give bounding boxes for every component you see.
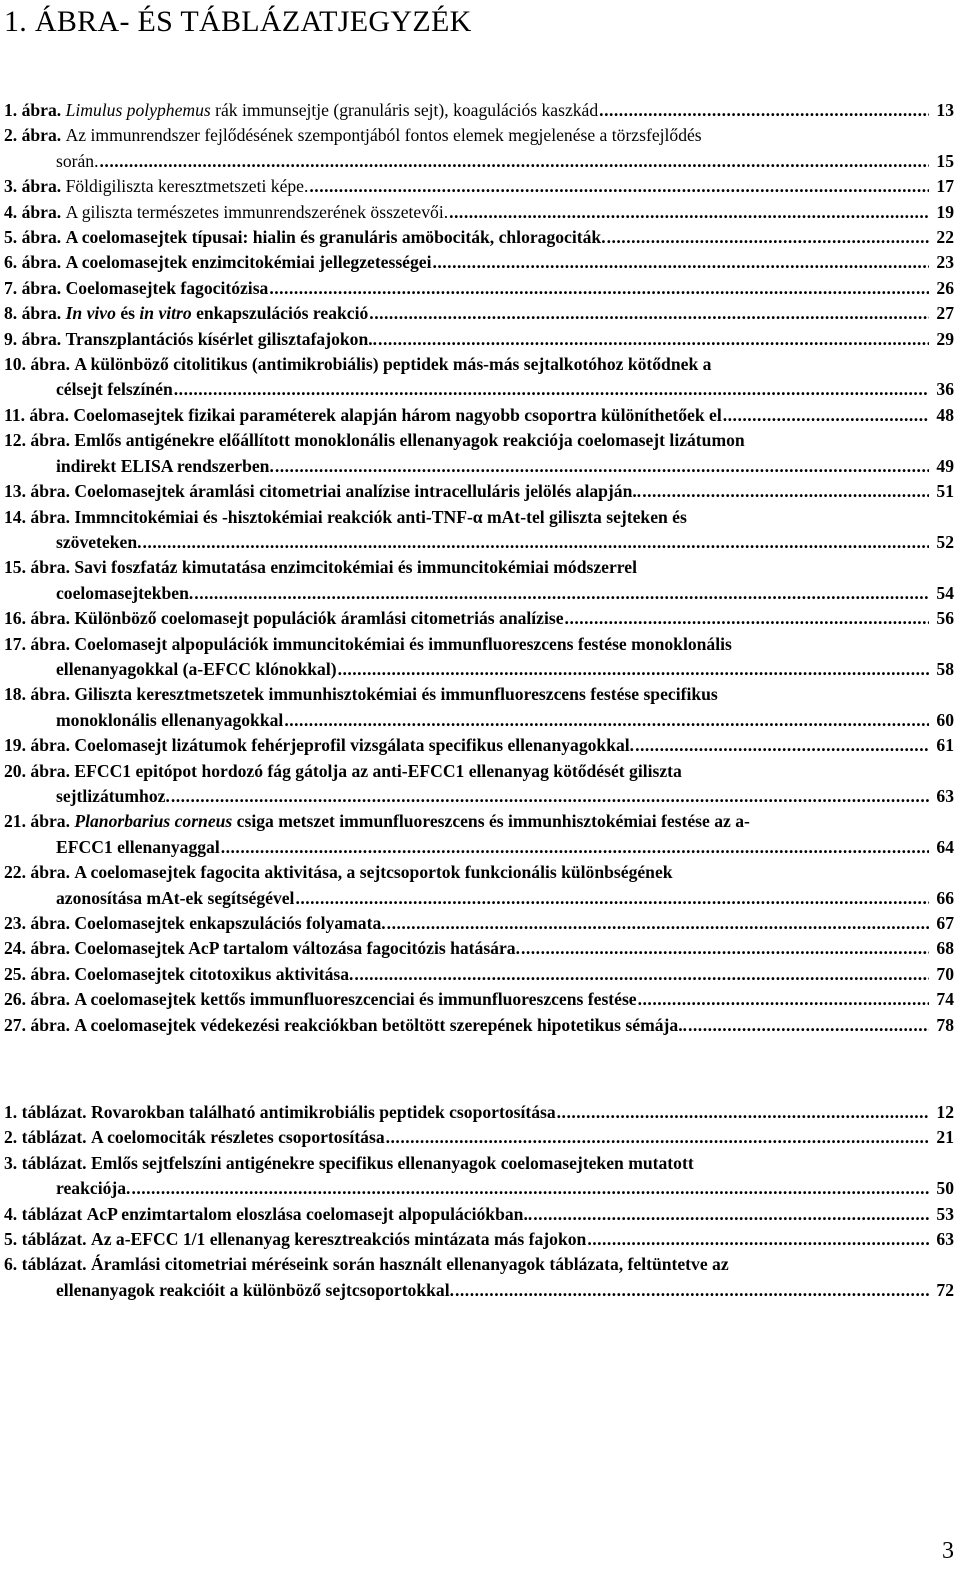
entry-title-part: A különböző citolitikus (antimikrobiális) peptidek más-más sejtalkotóhoz kötődnek a xyxy=(74,354,712,375)
figure-entry[interactable] xyxy=(4,479,954,504)
entry-line-continued xyxy=(4,708,954,733)
entry-line xyxy=(4,632,954,657)
entry-label: 4. ábra. xyxy=(4,201,66,222)
entry-title-part: Planorbarius corneus xyxy=(74,811,233,832)
figure-entry[interactable] xyxy=(4,936,954,961)
table-entry[interactable] xyxy=(4,1227,954,1252)
entry-label: 9. ábra. xyxy=(4,328,66,349)
figure-entry[interactable] xyxy=(4,98,954,123)
entry-title-part: Limulus polyphemus xyxy=(65,100,211,120)
entry-title-continued xyxy=(56,1176,130,1201)
entry-label: 8. ábra. xyxy=(4,303,66,324)
entry-title xyxy=(66,301,369,326)
dot-leader xyxy=(587,1227,929,1252)
figure-entry[interactable] xyxy=(4,250,954,275)
dot-leader xyxy=(369,301,929,326)
entry-title xyxy=(91,1100,556,1125)
entry-title-part: In vivo xyxy=(65,303,116,324)
entry-line xyxy=(4,200,954,225)
entry-title-continued xyxy=(56,784,170,809)
entry-title-part: Áramlási citometriai méréseink során használt ellenanyagok táblázata, feltüntetve az xyxy=(90,1254,729,1275)
entry-label: 26. ábra. xyxy=(4,989,75,1010)
entry-title xyxy=(74,632,731,657)
entry-line xyxy=(4,98,954,123)
entry-page-number: 12 xyxy=(936,1102,954,1122)
figure-entry[interactable] xyxy=(4,225,954,250)
entry-title-part: EFCC1 ellenanyaggal xyxy=(56,836,220,857)
entry-page-number: 70 xyxy=(936,963,954,984)
entry-line xyxy=(4,987,954,1012)
entry-title xyxy=(74,860,672,885)
entry-line xyxy=(4,327,954,352)
entry-line xyxy=(4,250,954,275)
entry-label: 11. ábra. xyxy=(4,404,74,425)
entry-title-part: Coelomasejt lizátumok fehérjeprofil vizsgálata specifikus ellenanyagokkal. xyxy=(74,735,635,756)
entry-page-number: 72 xyxy=(936,1279,954,1300)
entry-title-part: Coelomasejtek citotoxikus aktivitása. xyxy=(74,963,354,984)
entry-title xyxy=(74,936,520,961)
entry-label: 22. ábra. xyxy=(4,862,75,883)
entry-line-continued xyxy=(4,149,954,174)
figure-entry[interactable] xyxy=(4,987,954,1012)
entry-page-number: 64 xyxy=(936,836,954,857)
dot-leader xyxy=(638,987,929,1012)
entry-line xyxy=(4,682,954,707)
entry-title-part: enkapszulációs reakció xyxy=(191,303,369,324)
dot-leader xyxy=(521,936,929,961)
dot-leader xyxy=(284,708,929,733)
entry-title-continued xyxy=(56,530,142,555)
dot-leader xyxy=(269,276,929,301)
entry-title xyxy=(66,327,377,352)
entry-line xyxy=(4,225,954,250)
entry-label: 19. ábra. xyxy=(4,735,75,756)
dot-leader xyxy=(688,1013,929,1038)
figure-entry[interactable] xyxy=(4,1013,954,1038)
entry-page-number: 52 xyxy=(936,531,954,552)
entry-line xyxy=(4,123,954,148)
dot-leader xyxy=(387,911,929,936)
entry-title-part: célsejt felszínén xyxy=(56,379,173,400)
entry-page-number: 17 xyxy=(936,176,954,197)
entry-title-part: A coelomociták részletes csoportosítása xyxy=(90,1127,385,1148)
entry-line xyxy=(4,1202,954,1227)
figure-entry[interactable] xyxy=(4,276,954,301)
entry-title xyxy=(74,555,637,580)
entry-title-part: során. xyxy=(56,150,99,171)
entry-title xyxy=(87,1202,533,1227)
entry-line xyxy=(4,911,954,936)
entry-label: 24. ábra. xyxy=(4,938,75,959)
entry-title-part: Coelomasejtek enkapszulációs folyamata. xyxy=(74,913,386,933)
entry-label: 1. ábra. xyxy=(4,100,66,120)
entry-title-part: Giliszta keresztmetszetek immunhisztokémiai és immunfluoreszcens festése specifikus xyxy=(74,684,718,705)
entry-label: 6. táblázat. xyxy=(4,1254,91,1275)
entry-line xyxy=(4,301,954,326)
entry-label: 2. táblázat. xyxy=(4,1127,91,1148)
entry-label: 10. ábra. xyxy=(4,354,75,375)
entry-label: 12. ábra. xyxy=(4,430,75,451)
dot-leader xyxy=(449,200,929,225)
figure-entry[interactable] xyxy=(4,759,954,810)
entry-title-part: A coelomasejtek fagocita aktivitása, a sejtcsoportok funkcionális különbségének xyxy=(74,862,673,883)
entry-page-number: 48 xyxy=(936,404,954,425)
entry-title-part: A giliszta természetes immunrendszerének összetevői. xyxy=(65,201,449,222)
entry-label: 15. ábra. xyxy=(4,557,75,578)
entry-line xyxy=(4,1252,954,1277)
entry-label: 2. ábra. xyxy=(4,125,66,146)
dot-leader xyxy=(723,403,929,428)
entry-title xyxy=(74,733,634,758)
dot-leader xyxy=(642,479,929,504)
entry-title xyxy=(74,505,686,530)
entry-label: 18. ábra. xyxy=(4,684,75,705)
entry-line xyxy=(4,174,954,199)
entry-title xyxy=(74,352,711,377)
entry-title-part: A coelomasejtek enzimcitokémiai jellegzetességei xyxy=(65,252,432,273)
figure-entry[interactable] xyxy=(4,962,954,987)
table-entry[interactable] xyxy=(4,1202,954,1227)
entry-title-part: monoklonális ellenanyagokkal xyxy=(56,709,284,730)
entry-line-continued xyxy=(4,530,954,555)
entry-label: 25. ábra. xyxy=(4,963,75,984)
entry-line xyxy=(4,1125,954,1150)
entry-title-part: A coelomasejtek típusai: hialin és granuláris amöbociták, chloragociták. xyxy=(65,227,606,248)
entry-label: 17. ábra. xyxy=(4,633,75,654)
entry-line-continued xyxy=(4,454,954,479)
dot-leader xyxy=(565,606,929,631)
entry-title-part: Emlős sejtfelszíni antigénekre specifikus ellenanyagok coelomasejteken mutatott xyxy=(90,1152,694,1173)
entry-title xyxy=(74,479,641,504)
entry-label: 6. ábra. xyxy=(4,252,66,273)
entry-title-part: in vitro xyxy=(139,303,192,324)
entry-title-part: sejtlizátumhoz. xyxy=(56,785,170,806)
entry-line xyxy=(4,505,954,530)
entry-title-continued xyxy=(56,581,193,606)
entry-line xyxy=(4,1100,954,1125)
dot-leader xyxy=(354,962,929,987)
figure-entry[interactable] xyxy=(4,632,954,683)
entry-title-continued xyxy=(56,657,337,682)
entry-page-number: 63 xyxy=(936,1229,954,1250)
entry-title-part: A coelomasejtek védekezési reakciókban betöltött szerepének hipotetikus sémája.. xyxy=(74,1014,687,1035)
dot-leader xyxy=(194,581,929,606)
entry-title xyxy=(74,987,636,1012)
figure-entry[interactable] xyxy=(4,327,954,352)
entry-title xyxy=(74,682,717,707)
entry-page-number: 15 xyxy=(936,150,954,171)
entry-title xyxy=(74,759,681,784)
dot-leader xyxy=(607,225,929,250)
entry-line xyxy=(4,809,954,834)
entry-title-part: Emlős antigénekre előállított monoklonális ellenanyagok reakciója coelomasejt lizátumon xyxy=(74,430,745,451)
page-title: 1. ÁBRA- ÉS TÁBLÁZATJEGYZÉK xyxy=(4,5,472,38)
entry-page-number: 67 xyxy=(936,913,954,933)
entry-title-part: Földigiliszta keresztmetszeti képe. xyxy=(65,176,309,197)
table-entry[interactable] xyxy=(4,1252,954,1303)
entry-title-continued xyxy=(56,708,283,733)
entry-label: 14. ábra. xyxy=(4,506,75,527)
entry-page-number: 13 xyxy=(936,100,954,120)
figure-entry[interactable] xyxy=(4,174,954,199)
figure-entry[interactable] xyxy=(4,505,954,556)
dot-leader xyxy=(386,1125,929,1150)
table-list xyxy=(4,1100,954,1303)
entry-page-number: 56 xyxy=(936,608,954,629)
entry-title-part: Coelomasejtek fizikai paraméterek alapján három nagyobb csoportra különíthetőek el xyxy=(73,404,722,425)
entry-page-number: 54 xyxy=(936,582,954,603)
entry-page-number: 21 xyxy=(936,1127,954,1148)
entry-line xyxy=(4,962,954,987)
entry-label: 4. táblázat xyxy=(4,1203,87,1224)
figure-entry[interactable] xyxy=(4,352,954,403)
entry-page-number: 68 xyxy=(936,938,954,959)
entry-title xyxy=(74,962,353,987)
entry-title-part: Savi foszfatáz kimutatása enzimcitokémiai és immuncitokémiai módszerrel xyxy=(74,557,637,578)
entry-label: 3. ábra. xyxy=(4,176,66,197)
entry-line xyxy=(4,759,954,784)
entry-page-number: 63 xyxy=(936,785,954,806)
entry-line xyxy=(4,1013,954,1038)
entry-page-number: 29 xyxy=(936,328,954,349)
entry-line xyxy=(4,733,954,758)
dot-leader xyxy=(221,835,929,860)
entry-title-continued xyxy=(56,835,220,860)
entry-page-number: 26 xyxy=(936,277,954,298)
entry-line-continued xyxy=(4,886,954,911)
entry-page-number: 66 xyxy=(936,887,954,908)
entry-page-number: 23 xyxy=(936,252,954,273)
entry-title xyxy=(66,200,449,225)
dot-leader xyxy=(635,733,929,758)
figure-entry[interactable] xyxy=(4,403,954,428)
entry-page-number: 49 xyxy=(936,455,954,476)
entry-title-part: azonosítása mAt-ek segítségével xyxy=(56,887,295,908)
entry-page-number: 60 xyxy=(936,709,954,730)
table-entry[interactable] xyxy=(4,1100,954,1125)
entry-page-number: 19 xyxy=(936,201,954,222)
entry-title-part: Coelomasejtek fagocitózisa xyxy=(65,277,269,298)
dot-leader xyxy=(455,1278,929,1303)
entry-line xyxy=(4,1227,954,1252)
entry-title xyxy=(74,911,385,936)
entry-line xyxy=(4,860,954,885)
entry-page-number: 61 xyxy=(936,735,954,756)
entry-page-number: 51 xyxy=(936,481,954,502)
entry-line xyxy=(4,479,954,504)
entry-label: 5. táblázat. xyxy=(4,1229,91,1250)
dot-leader xyxy=(100,149,929,174)
entry-line-continued xyxy=(4,784,954,809)
entry-line-continued xyxy=(4,835,954,860)
entry-title-part: Különböző coelomasejt populációk áramlási citometriás analízise xyxy=(74,608,564,629)
entry-label: 21. ábra. xyxy=(4,811,75,832)
dot-leader xyxy=(309,174,929,199)
entry-title-part: és xyxy=(115,303,140,324)
entry-page-number: 74 xyxy=(936,989,954,1010)
figure-entry[interactable] xyxy=(4,911,954,936)
entry-label: 5. ábra. xyxy=(4,227,66,248)
entry-title xyxy=(66,225,606,250)
figure-entry[interactable] xyxy=(4,555,954,606)
dot-leader xyxy=(378,327,929,352)
dot-leader xyxy=(557,1100,929,1125)
entry-line-continued xyxy=(4,377,954,402)
entry-label: 27. ábra. xyxy=(4,1014,75,1035)
entry-title-part: A coelomasejtek kettős immunfluoreszcenciai és immunfluoreszcens festése xyxy=(74,989,637,1010)
entry-title xyxy=(91,1125,385,1150)
entry-line-continued xyxy=(4,581,954,606)
entry-label: 13. ábra. xyxy=(4,481,75,502)
entry-line xyxy=(4,403,954,428)
entry-title-part: Az a-EFCC 1/1 ellenanyag keresztreakciós mintázata más fajokon xyxy=(90,1229,587,1250)
entry-title xyxy=(74,428,744,453)
entry-title xyxy=(91,1252,729,1277)
figure-entry[interactable] xyxy=(4,809,954,860)
table-entry[interactable] xyxy=(4,1151,954,1202)
entry-title xyxy=(74,606,563,631)
entry-title-part: rák immunsejtje (granuláris sejt), koagulációs kaszkád xyxy=(210,100,599,120)
entry-label: 7. ábra. xyxy=(4,277,66,298)
figure-entry[interactable] xyxy=(4,301,954,326)
entry-title-part: ellenanyagokkal (a-EFCC klónokkal) xyxy=(56,658,337,679)
entry-title xyxy=(91,1227,586,1252)
dot-leader xyxy=(338,657,929,682)
entry-label: 3. táblázat. xyxy=(4,1152,91,1173)
entry-title xyxy=(66,276,269,301)
figure-entry[interactable] xyxy=(4,860,954,911)
dot-leader xyxy=(131,1176,929,1201)
entry-title-part: coelomasejtekben. xyxy=(56,582,194,603)
entry-title xyxy=(73,403,721,428)
figure-entry[interactable] xyxy=(4,428,954,479)
entry-title-part: Rovarokban található antimikrobiális peptidek csoportosítása xyxy=(90,1102,556,1122)
entry-title-part: Az immunrendszer fejlődésének szempontjából fontos elemek megjelenése a törzsfejlődés xyxy=(65,125,702,146)
entry-title-continued xyxy=(56,886,294,911)
entry-title-part: Coelomasejt alpopulációk immuncitokémiai és immunfluoreszcens festése monoklonális xyxy=(74,633,732,654)
entry-title-part: csiga metszet immunfluoreszcens és immunhisztokémiai festése az a- xyxy=(232,811,750,832)
entry-line-continued xyxy=(4,1278,954,1303)
figure-entry[interactable] xyxy=(4,606,954,631)
dot-leader xyxy=(174,377,929,402)
entry-page-number: 27 xyxy=(936,303,954,324)
entry-title-part: AcP enzimtartalom eloszlása coelomasejt alpopulációkban.. xyxy=(86,1203,533,1224)
entry-title-continued xyxy=(56,454,274,479)
entry-page-number: 50 xyxy=(936,1178,954,1199)
entry-page-number: 78 xyxy=(936,1014,954,1035)
entry-page-number: 53 xyxy=(936,1203,954,1224)
entry-line-continued xyxy=(4,657,954,682)
entry-title-continued xyxy=(56,377,173,402)
figure-list xyxy=(4,98,954,1038)
entry-title-part: ellenanyagok reakcióit a különböző sejtcsoportokkal. xyxy=(56,1279,454,1300)
entry-line xyxy=(4,428,954,453)
entry-label: 16. ábra. xyxy=(4,608,75,629)
dot-leader xyxy=(533,1202,929,1227)
dot-leader xyxy=(171,784,929,809)
entry-title xyxy=(74,809,750,834)
entry-line xyxy=(4,1151,954,1176)
entry-title-part: indirekt ELISA rendszerben. xyxy=(56,455,274,476)
entry-title-part: szöveteken. xyxy=(56,531,142,552)
entry-title-part: Coelomasejtek AcP tartalom változása fagocitózis hatására. xyxy=(74,938,520,959)
figure-entry[interactable] xyxy=(4,682,954,733)
entry-page-number: 58 xyxy=(936,658,954,679)
entry-page-number: 36 xyxy=(936,379,954,400)
table-entry[interactable] xyxy=(4,1125,954,1150)
entry-title xyxy=(66,174,309,199)
entry-title-part: reakciója. xyxy=(56,1178,131,1199)
entry-title-continued xyxy=(56,149,99,174)
entry-title-part: Immncitokémiai és -hisztokémiai reakciók anti-TNF-α mAt-tel giliszta sejteken és xyxy=(74,506,687,527)
dot-leader xyxy=(432,250,929,275)
entry-line xyxy=(4,352,954,377)
figure-entry[interactable] xyxy=(4,200,954,225)
entry-title xyxy=(66,98,599,123)
entry-label: 23. ábra. xyxy=(4,913,75,933)
dot-leader xyxy=(295,886,929,911)
dot-leader xyxy=(275,454,929,479)
entry-title-continued xyxy=(56,1278,454,1303)
page-number: 3 xyxy=(942,1538,954,1564)
entry-label: 20. ábra. xyxy=(4,760,75,781)
entry-title-part: Transzplantációs kísérlet gilisztafajokon.. xyxy=(65,328,378,349)
entry-title xyxy=(66,123,702,148)
entry-title xyxy=(74,1013,687,1038)
dot-leader xyxy=(599,98,929,123)
entry-line xyxy=(4,276,954,301)
entry-line xyxy=(4,555,954,580)
dot-leader xyxy=(143,530,929,555)
entry-title xyxy=(66,250,432,275)
entry-line xyxy=(4,606,954,631)
entry-title-part: EFCC1 epitópot hordozó fág gátolja az anti-EFCC1 ellenanyag kötődését giliszta xyxy=(74,760,682,781)
entry-line-continued xyxy=(4,1176,954,1201)
entry-title xyxy=(91,1151,694,1176)
figure-entry[interactable] xyxy=(4,733,954,758)
entry-label: 1. táblázat. xyxy=(4,1102,91,1122)
entry-line xyxy=(4,936,954,961)
entry-page-number: 22 xyxy=(936,227,954,248)
figure-entry[interactable] xyxy=(4,123,954,174)
entry-title-part: Coelomasejtek áramlási citometriai analízise intracelluláris jelölés alapján.. xyxy=(74,481,642,502)
